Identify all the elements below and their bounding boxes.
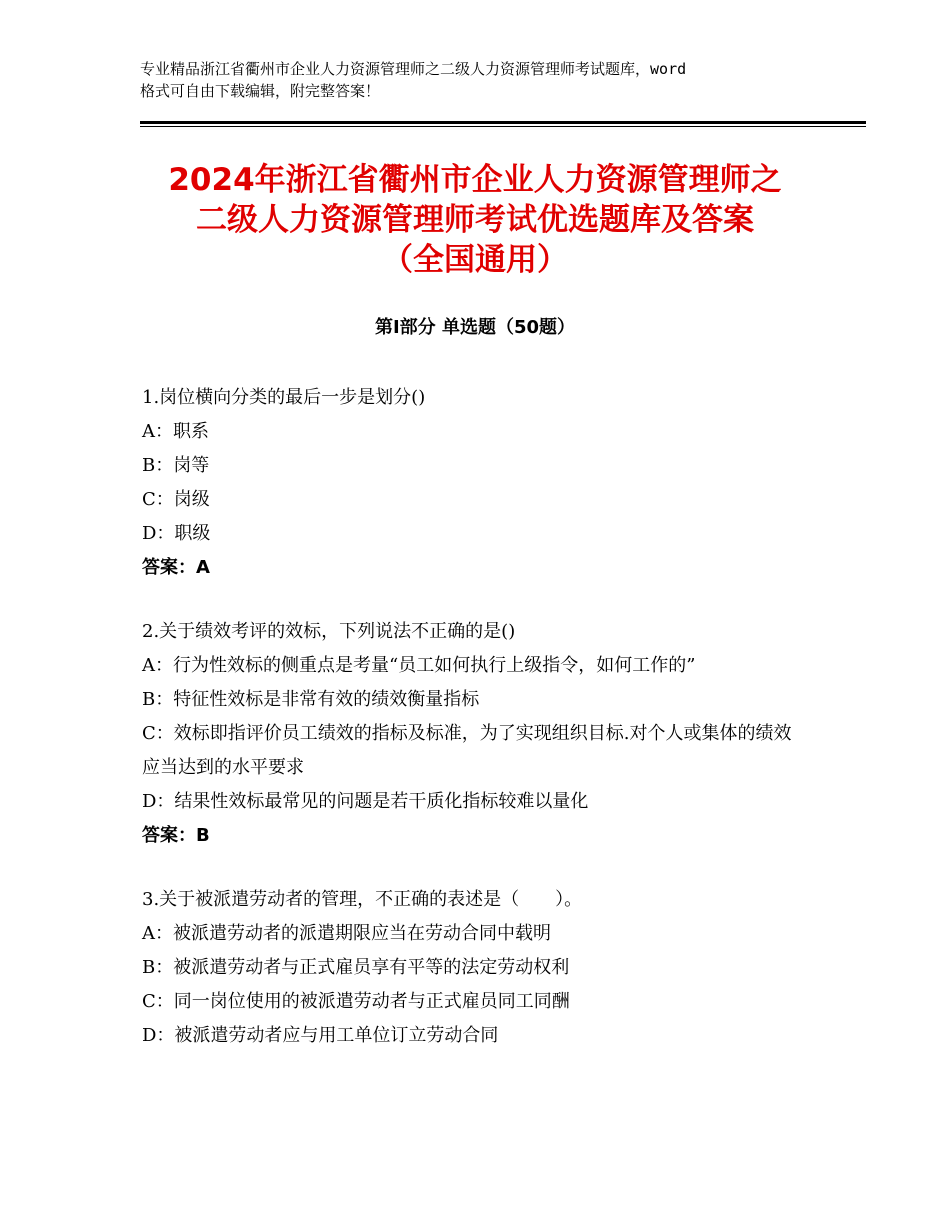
header-note — [140, 58, 830, 102]
option-b: B：被派遣劳动者与正式雇员享有平等的法定劳动权利 — [142, 957, 570, 978]
title-line-1: 2024年浙江省衢州市企业人力资源管理师之 — [168, 162, 782, 198]
option-c: C：岗级 — [142, 489, 210, 510]
title-line-2: 二级人力资源管理师考试优选题库及答案 — [196, 202, 754, 238]
answer: 答案：B — [142, 825, 210, 846]
option-c: C：效标即指评价员工绩效的指标及标准，为了实现组织目标.对个人或集体的绩效应当达到的水平要求 — [142, 723, 792, 778]
option-a: A：被派遣劳动者的派遣期限应当在劳动合同中载明 — [142, 923, 551, 944]
option-d: D：职级 — [142, 523, 211, 544]
header-divider-thin — [140, 126, 866, 127]
question-1 — [142, 381, 802, 585]
answer: 答案：A — [142, 557, 210, 578]
option-d: D：结果性效标最常见的问题是若干质化指标较难以量化 — [142, 791, 589, 812]
question-stem: 2.关于绩效考评的效标，下列说法不正确的是() — [142, 621, 516, 642]
header-note-line-1: 专业精品浙江省衢州市企业人力资源管理师之二级人力资源管理师考试题库，word — [140, 60, 687, 78]
question-stem: 1.岗位横向分类的最后一步是划分() — [142, 387, 426, 408]
question-list — [142, 381, 802, 1083]
option-d: D：被派遣劳动者应与用工单位订立劳动合同 — [142, 1025, 499, 1046]
section-title: 第Ⅰ部分 单选题（50题） — [374, 317, 575, 338]
question-2 — [142, 615, 802, 853]
header-divider-thick — [140, 121, 866, 124]
option-c: C：同一岗位使用的被派遣劳动者与正式雇员同工同酬 — [142, 991, 570, 1012]
header-note-line-2: 格式可自由下载编辑，附完整答案！ — [140, 82, 381, 100]
title-line-3: （全国通用） — [382, 242, 568, 278]
question-stem: 3.关于被派遣劳动者的管理，不正确的表述是（ ）。 — [142, 889, 583, 910]
option-b: B：特征性效标是非常有效的绩效衡量指标 — [142, 689, 480, 710]
option-a: A：职系 — [142, 421, 209, 442]
question-3 — [142, 883, 802, 1053]
document-title — [100, 160, 850, 280]
option-a: A：行为性效标的侧重点是考量“员工如何执行上级指令，如何工作的” — [142, 655, 696, 676]
option-b: B：岗等 — [142, 455, 210, 476]
